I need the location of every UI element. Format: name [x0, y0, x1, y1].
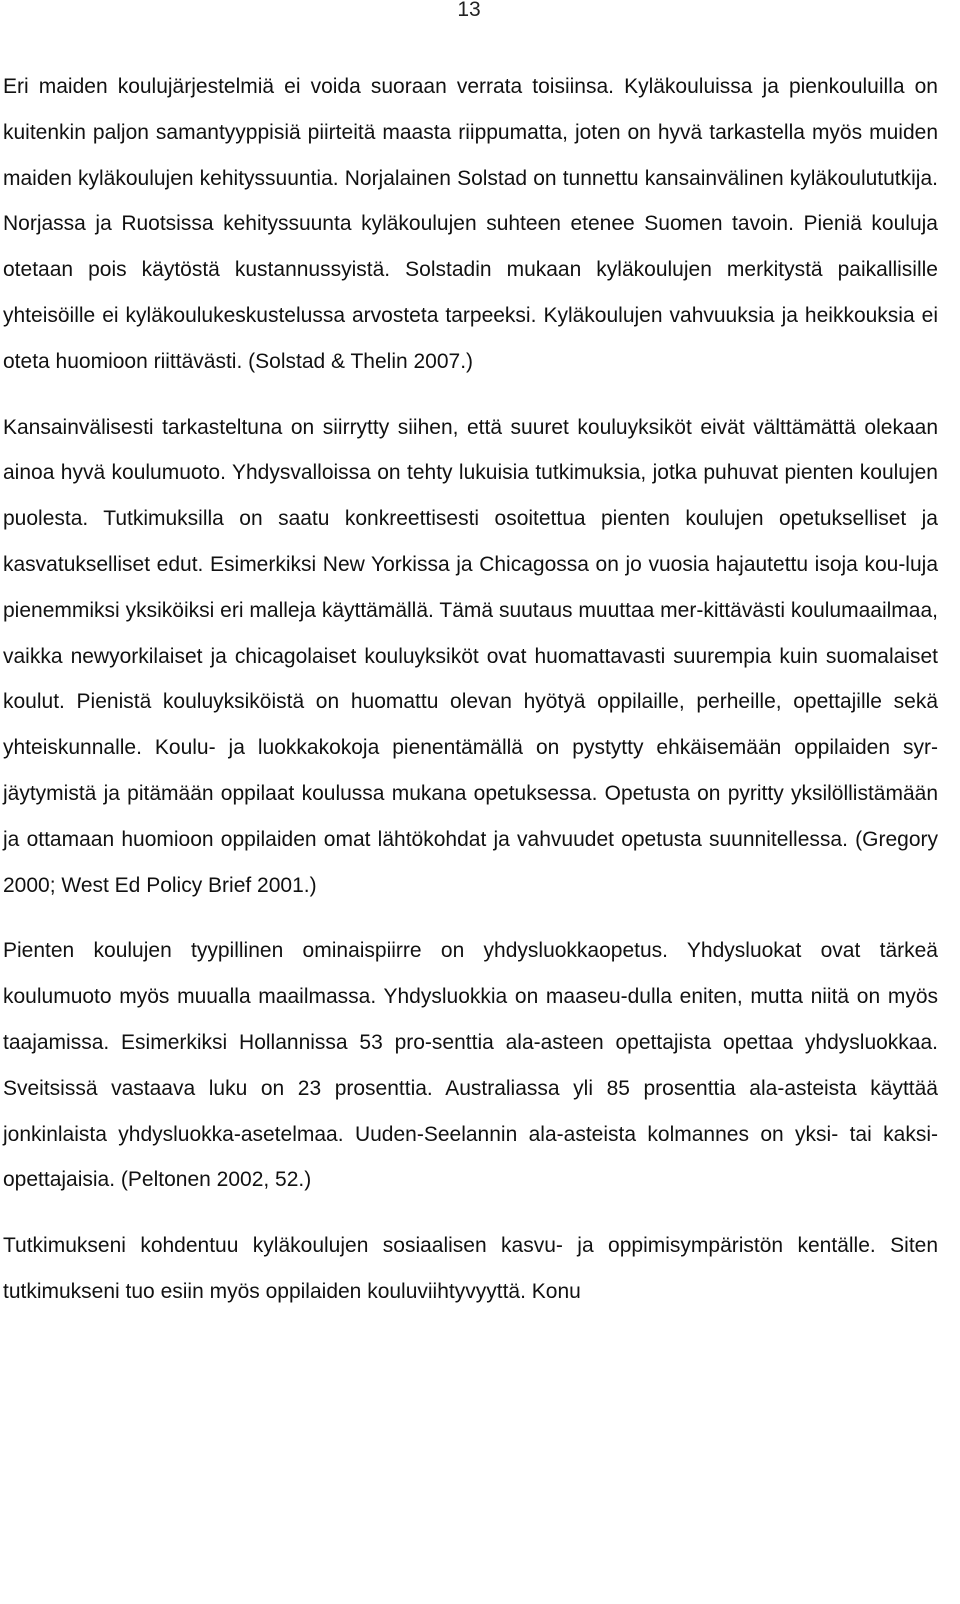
- sentence: Esimerkiksi New Yorkissa ja Chicagossa on jo vuosia hajautettu isoja kou-luja pienemmiksi yksiköiksi eri malleja käyttämällä.: [3, 552, 938, 622]
- sentence: Pienistä kouluyksiköistä on huomattu olevan hyötyä oppilaille, perheille, opettajille sekä yhteiskunnalle.: [3, 690, 938, 760]
- sentence: Norjassa ja Ruotsissa kehityssuunta kyläkoulujen suhteen etenee Suomen tavoin.: [3, 212, 794, 236]
- citation: (Peltonen 2002, 52.): [120, 1168, 312, 1192]
- citation: (Gregory 2000; West Ed Policy Brief 2001.): [3, 827, 938, 897]
- sentence: Yhdysluokkia on maaseu-dulla eniten, mutta niitä on myös taajamissa.: [3, 985, 938, 1054]
- sentence: Solstadin mukaan kyläkoulujen merkitystä paikallisille yhteisöille ei kyläkoulukeskustelussa arvosteta tarpeeksi.: [3, 258, 938, 327]
- sentence: Kyläkoulujen vahvuuksia ja heikkouksia ei oteta huomioon riittävästi.: [3, 303, 938, 373]
- paragraph-4: [3, 1223, 938, 1315]
- sentence: Esimerkiksi Hollannissa 53 pro-senttia ala-asteen opettajista opettaa yhdysluokkaa.: [121, 1030, 938, 1054]
- sentence: Uuden-Seelannin ala-asteista kolmannes on yksi- tai kaksi-opettajaisia.: [3, 1122, 938, 1192]
- sentence: Kyläkouluissa ja pienkouluilla on kuitenkin paljon samantyyppisiä piirteitä maasta riippumatta, joten on hyvä tarkastella myös muiden maiden kyläkoulujen kehityssuuntia.: [3, 75, 938, 190]
- paragraph-2: [3, 405, 938, 909]
- sentence: Norjalainen Solstad on tunnettu kansainvälinen kyläkoulututkija.: [344, 166, 938, 190]
- citation: (Solstad & Thelin 2007.): [248, 349, 474, 373]
- sentence: Australiassa yli 85 prosenttia ala-asteista käyttää jonkinlaista yhdysluokka-asetelmaa.: [3, 1076, 938, 1146]
- sentence: Pieniä kouluja otetaan pois käytöstä kustannussyistä.: [3, 212, 938, 282]
- sentence: Eri maiden koulujärjestelmiä ei voida suoraan verrata toisiinsa.: [3, 75, 614, 98]
- sentence: Opetusta on pyritty yksilöllistämään ja ottamaan huomioon oppilaiden omat lähtökohdat ja vahvuudet opetusta suunnitellessa.: [3, 781, 939, 851]
- sentence: Tutkimukseni kohdentuu kyläkoulujen sosiaalisen kasvu- ja oppimisympäristön kentälle.: [3, 1234, 876, 1258]
- sentence: Sveitsissä vastaava luku on 23 prosenttia.: [3, 1076, 433, 1100]
- page-number: 13: [457, 0, 481, 21]
- sentence: Pienten koulujen tyypillinen ominaispiirre on yhdysluokkaopetus.: [3, 939, 668, 963]
- sentence: Tutkimuksilla on saatu konkreettisesti osoitettua pienten koulujen opetukselliset ja kasvatukselliset edut.: [3, 507, 938, 576]
- sentence: Konu: [531, 1279, 581, 1303]
- sentence: Koulu- ja luokkakokoja pienentämällä on pystytty ehkäisemään oppilaiden syr-jäytymistä ja pitämään oppilaat koulussa mukana opetuksessa.: [3, 736, 938, 805]
- paragraph-1: [3, 64, 938, 385]
- paragraph-3: [3, 928, 938, 1203]
- sentence: Siten tutkimukseni tuo esiin myös oppilaiden kouluviihtyvyyttä.: [3, 1234, 939, 1303]
- sentence: Kansainvälisesti tarkasteltuna on siirrytty siihen, että suuret kouluyksiköt eivät välttämättä olekaan ainoa hyvä koulumuoto.: [3, 415, 938, 485]
- body-text: [3, 64, 938, 1315]
- sentence: Tämä suutaus muuttaa mer-kittävästi koulumaailmaa, vaikka newyorkilaiset ja chicagolaiset kouluyksiköt ovat huomattavasti suurempia kuin suomalaiset koulut.: [3, 598, 938, 714]
- sentence: Yhdysluokat ovat tärkeä koulumuoto myös muualla maailmassa.: [3, 939, 938, 1009]
- sentence: Yhdysvalloissa on tehty lukuisia tutkimuksia, jotka puhuvat pienten koulujen puolesta.: [3, 461, 938, 531]
